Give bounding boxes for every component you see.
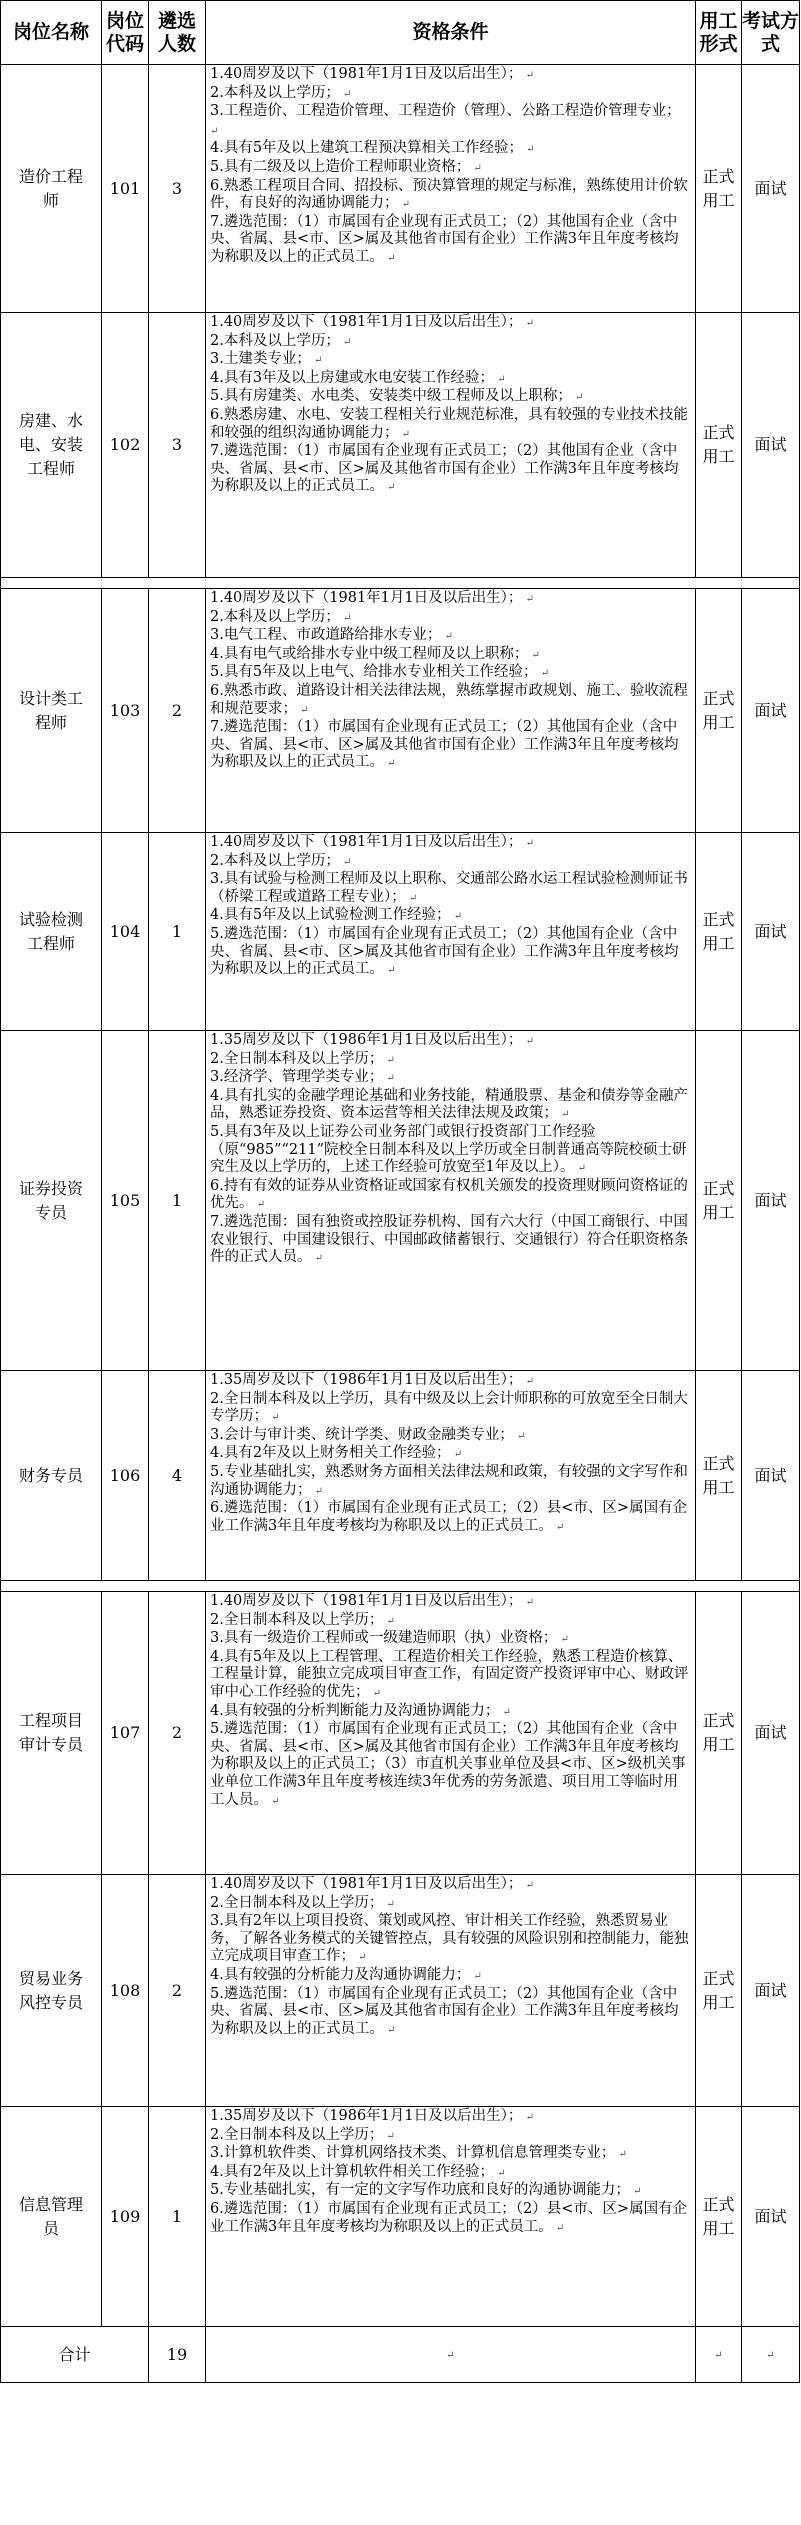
total-employment-empty — [696, 2327, 742, 2383]
requirement-line: 2.本科及以上学历； ↵ — [210, 85, 692, 104]
requirement-line: 1.40周岁及以下（1981年1月1日及以后出生）； ↵ — [210, 1876, 692, 1895]
requirement-line: 1.35周岁及以下（1986年1月1日及以后出生）； ↵ — [210, 1032, 692, 1051]
requirement-line: 1.40周岁及以下（1981年1月1日及以后出生）； ↵ — [210, 66, 692, 85]
total-row — [1, 2327, 800, 2383]
quota-cell: 2 — [149, 1875, 206, 2107]
total-exam-empty — [742, 2327, 800, 2383]
position-code-cell: 107 — [102, 1592, 149, 1875]
position-code-cell: 108 — [102, 1875, 149, 2107]
requirement-line: 3.具有一级造价工程师或一级建造师职（执）业资格； ↵ — [210, 1630, 692, 1649]
requirements-cell — [206, 1031, 696, 1371]
header-employment-type: 用工形式 — [696, 1, 742, 65]
requirement-line: 2.全日制本科及以上学历； ↵ — [210, 2127, 692, 2146]
requirement-line: 3.具有2年以上项目投资、策划或风控、审计相关工作经验，熟悉贸易业务，了解各业务模式的关键管控点，具有较强的风险识别和控制能力，能独立完成项目审查工作； ↵ — [210, 1913, 692, 1967]
position-name-cell: 工程项目审计专员 — [1, 1592, 102, 1875]
requirement-line: 3.经济学、管理学类专业； ↵ — [210, 1069, 692, 1088]
requirements-cell — [206, 1875, 696, 2107]
quota-cell: 4 — [149, 1371, 206, 1581]
quota-cell: 3 — [149, 313, 206, 578]
quota-cell: 2 — [149, 1592, 206, 1875]
position-code-cell: 102 — [102, 313, 149, 578]
requirement-line: 5.遴选范围：（1）市属国有企业现有正式员工；（2）其他国有企业（含中央、省属、县<市、区>属及其他省市国有企业）工作满3年且年度考核均为称职及以上的正式员工。 ↵ — [210, 1986, 692, 2040]
employment-type-cell: 正式用工 — [696, 1031, 742, 1371]
header-position-name: 岗位名称 — [1, 1, 102, 65]
header-position-code: 岗位代码 — [102, 1, 149, 65]
requirements-cell — [206, 833, 696, 1031]
employment-type-cell: 正式用工 — [696, 2107, 742, 2327]
position-code-cell: 103 — [102, 589, 149, 833]
requirement-line: 2.全日制本科及以上学历； ↵ — [210, 1895, 692, 1914]
position-name-cell: 证券投资专员 — [1, 1031, 102, 1371]
requirement-line: 6.遴选范围：（1）市属国有企业现有正式员工；（2）县<市、区>属国有企业工作满3年且年度考核均为称职及以上的正式员工。 ↵ — [210, 1500, 692, 1536]
requirements-cell — [206, 2107, 696, 2327]
requirement-line: 2.本科及以上学历； ↵ — [210, 333, 692, 352]
requirement-line: 5.具有房建类、水电类、安装类中级工程师及以上职称； ↵ — [210, 388, 692, 407]
employment-type-cell: 正式用工 — [696, 1371, 742, 1581]
requirement-line: 2.全日制本科及以上学历； ↵ — [210, 1612, 692, 1631]
employment-type-cell: 正式用工 — [696, 833, 742, 1031]
position-code-cell: 105 — [102, 1031, 149, 1371]
position-code-cell: 101 — [102, 65, 149, 313]
exam-method-cell: 面试 — [742, 65, 800, 313]
requirement-line: 3.土建类专业； ↵ — [210, 351, 692, 370]
requirement-line: 3.工程造价、工程造价管理、工程造价（管理）、公路工程造价管理专业； ↵ — [210, 103, 692, 140]
requirements-cell — [206, 1371, 696, 1581]
requirement-line: 4.具有5年及以上试验检测工作经验； ↵ — [210, 907, 692, 926]
requirement-line: 6.熟悉房建、水电、安装工程相关行业规范标准，具有较强的专业技术技能和较强的组织沟通协调能力； ↵ — [210, 407, 692, 443]
quota-cell: 2 — [149, 589, 206, 833]
page-break-gap — [1, 1581, 800, 1592]
requirement-line: 4.具有5年及以上工程管理、工程造价相关工作经验，熟悉工程造价核算、工程量计算，能独立完成项目审查工作，有固定资产投资评审中心、财政评审中心工作经验的优先； ↵ — [210, 1649, 692, 1703]
table-header-row — [1, 1, 800, 65]
requirement-line: 2.本科及以上学历； ↵ — [210, 609, 692, 628]
total-label-cell: 合计 — [1, 2327, 149, 2383]
requirement-line: 1.35周岁及以下（1986年1月1日及以后出生）； ↵ — [210, 1372, 692, 1391]
requirement-line: 4.具有较强的分析能力及沟通协调能力； ↵ — [210, 1967, 692, 1986]
requirement-line: 4.具有电气或给排水专业中级工程师及以上职称； ↵ — [210, 646, 692, 665]
quota-cell: 3 — [149, 65, 206, 313]
position-code-cell: 104 — [102, 833, 149, 1031]
requirement-line: 7.遴选范围：（1）市属国有企业现有正式员工；（2）其他国有企业（含中央、省属、县<市、区>属及其他省市国有企业）工作满3年且年度考核均为称职及以上的正式员工。 ↵ — [210, 214, 692, 268]
requirement-line: 7.遴选范围：国有独资或控股证券机构、国有六大行（中国工商银行、中国农业银行、中国建设银行、中国邮政储蓄银行、交通银行）符合任职资格条件的正式人员。 ↵ — [210, 1214, 692, 1268]
requirement-line: 3.计算机软件类、计算机网络技术类、计算机信息管理类专业； ↵ — [210, 2145, 692, 2164]
employment-type-cell: 正式用工 — [696, 65, 742, 313]
table-row — [1, 1592, 800, 1875]
quota-cell: 1 — [149, 2107, 206, 2327]
exam-method-cell: 面试 — [742, 1371, 800, 1581]
exam-method-cell: 面试 — [742, 1592, 800, 1875]
requirement-line: 4.具有较强的分析判断能力及沟通协调能力； ↵ — [210, 1703, 692, 1722]
requirement-line: 1.40周岁及以下（1981年1月1日及以后出生）； ↵ — [210, 590, 692, 609]
requirements-cell — [206, 65, 696, 313]
table-row — [1, 1371, 800, 1581]
position-name-cell: 房建、水电、安装工程师 — [1, 313, 102, 578]
requirement-line: 5.专业基础扎实，熟悉财务方面相关法律法规和政策，有较强的文字写作和沟通协调能力； ↵ — [210, 1464, 692, 1500]
position-code-cell: 109 — [102, 2107, 149, 2327]
requirement-line: 3.会计与审计类、统计学类、财政金融类专业； ↵ — [210, 1427, 692, 1446]
position-name-cell: 设计类工程师 — [1, 589, 102, 833]
position-name-cell: 贸易业务风控专员 — [1, 1875, 102, 2107]
header-quota: 遴选人数 — [149, 1, 206, 65]
position-code-cell: 106 — [102, 1371, 149, 1581]
requirement-line: 4.具有3年及以上房建或水电安装工作经验； ↵ — [210, 370, 692, 389]
employment-type-cell: 正式用工 — [696, 313, 742, 578]
page-break-spacer — [1, 1581, 800, 1592]
table-row — [1, 833, 800, 1031]
total-requirements-empty — [206, 2327, 696, 2383]
page-break-gap — [1, 578, 800, 589]
requirement-line: 5.遴选范围：（1）市属国有企业现有正式员工；（2）其他国有企业（含中央、省属、县<市、区>属及其他省市国有企业）工作满3年且年度考核均为称职及以上的正式员工；（3）市直机关事业单位及县<市、区>级机关事业单位工作满3年且年度考核连续3年优秀的劳务派遣、项目用工等临时用工人员。 ↵ — [210, 1721, 692, 1810]
table-row — [1, 2107, 800, 2327]
requirement-line: 1.40周岁及以下（1981年1月1日及以后出生）； ↵ — [210, 834, 692, 853]
requirement-line: 7.遴选范围：（1）市属国有企业现有正式员工；（2）其他国有企业（含中央、省属、县<市、区>属及其他省市国有企业）工作满3年且年度考核均为称职及以上的正式员工。 ↵ — [210, 719, 692, 773]
total-count-cell: 19 — [149, 2327, 206, 2383]
requirement-line: 3.具有试验与检测工程师及以上职称、交通部公路水运工程试验检测师证书（桥梁工程或道路工程专业）； ↵ — [210, 871, 692, 907]
requirement-line: 2.全日制本科及以上学历，具有中级及以上会计师职称的可放宽至全日制大专学历； ↵ — [210, 1391, 692, 1427]
requirements-cell — [206, 313, 696, 578]
position-name-cell: 信息管理员 — [1, 2107, 102, 2327]
requirement-line: 7.遴选范围：（1）市属国有企业现有正式员工；（2）其他国有企业（含中央、省属、县<市、区>属及其他省市国有企业）工作满3年且年度考核均为称职及以上的正式员工。 ↵ — [210, 443, 692, 497]
employment-type-cell: 正式用工 — [696, 1592, 742, 1875]
employment-type-cell: 正式用工 — [696, 589, 742, 833]
requirement-line: 4.具有2年及以上计算机软件相关工作经验； ↵ — [210, 2164, 692, 2183]
header-requirements: 资格条件 — [206, 1, 696, 65]
employment-type-cell: 正式用工 — [696, 1875, 742, 2107]
requirement-line: 6.熟悉市政、道路设计相关法律法规，熟练掌握市政规划、施工、验收流程和规范要求； ↵ — [210, 683, 692, 719]
requirements-cell — [206, 1592, 696, 1875]
requirement-line: 4.具有5年及以上建筑工程预决算相关工作经验； ↵ — [210, 140, 692, 159]
exam-method-cell: 面试 — [742, 1031, 800, 1371]
exam-method-cell: 面试 — [742, 589, 800, 833]
requirement-line: 2.全日制本科及以上学历； ↵ — [210, 1051, 692, 1070]
requirement-line: 5.具有5年及以上电气、给排水专业相关工作经验； ↵ — [210, 664, 692, 683]
position-name-cell: 财务专员 — [1, 1371, 102, 1581]
requirement-line: 5.专业基础扎实，有一定的文字写作功底和良好的沟通协调能力； ↵ — [210, 2182, 692, 2201]
quota-cell: 1 — [149, 833, 206, 1031]
requirement-line: 4.具有扎实的金融学理论基础和业务技能，精通股票、基金和债券等金融产品，熟悉证券投资、资本运营等相关法律法规及政策； ↵ — [210, 1088, 692, 1124]
position-name-cell: 试验检测工程师 — [1, 833, 102, 1031]
header-exam-method: 考试方式 — [742, 1, 800, 65]
quota-cell: 1 — [149, 1031, 206, 1371]
requirement-line: 1.40周岁及以下（1981年1月1日及以后出生）； ↵ — [210, 314, 692, 333]
requirement-line: 5.具有3年及以上证券公司业务部门或银行投资部门工作经验（原“985”“211”院校全日制本科及以上学历或全日制普通高等院校硕士研究生及以上学历的，上述工作经验可放宽至1年及以上）。 ↵ — [210, 1124, 692, 1178]
requirement-line: 1.35周岁及以下（1986年1月1日及以后出生）； ↵ — [210, 2108, 692, 2127]
requirement-line: 6.遴选范围：（1）市属国有企业现有正式员工；（2）县<市、区>属国有企业工作满3年且年度考核均为称职及以上的正式员工。 ↵ — [210, 2201, 692, 2237]
table-row — [1, 1031, 800, 1371]
exam-method-cell: 面试 — [742, 833, 800, 1031]
table-row — [1, 313, 800, 578]
requirement-line: 4.具有2年及以上财务相关工作经验； ↵ — [210, 1445, 692, 1464]
requirement-line: 1.40周岁及以下（1981年1月1日及以后出生）； ↵ — [210, 1593, 692, 1612]
requirements-cell — [206, 589, 696, 833]
exam-method-cell: 面试 — [742, 1875, 800, 2107]
table-row — [1, 589, 800, 833]
requirement-line: 5.具有二级及以上造价工程师职业资格； ↵ — [210, 159, 692, 178]
requirement-line: 3.电气工程、市政道路给排水专业； ↵ — [210, 627, 692, 646]
table-row — [1, 65, 800, 313]
requirement-line: 5.遴选范围：（1）市属国有企业现有正式员工；（2）其他国有企业（含中央、省属、县<市、区>属及其他省市国有企业）工作满3年且年度考核均为称职及以上的正式员工。 ↵ — [210, 926, 692, 980]
table-row — [1, 1875, 800, 2107]
requirement-line: 6.熟悉工程项目合同、招投标、预决算管理的规定与标准，熟练使用计价软件，有良好的沟通协调能力； ↵ — [210, 178, 692, 214]
page-break-spacer — [1, 578, 800, 589]
requirement-line: 6.持有有效的证券从业资格证或国家有权机关颁发的投资理财顾问资格证的优先。 ↵ — [210, 1178, 692, 1214]
requirement-line: 2.本科及以上学历； ↵ — [210, 853, 692, 872]
exam-method-cell: 面试 — [742, 2107, 800, 2327]
exam-method-cell: 面试 — [742, 313, 800, 578]
position-name-cell: 造价工程师 — [1, 65, 102, 313]
